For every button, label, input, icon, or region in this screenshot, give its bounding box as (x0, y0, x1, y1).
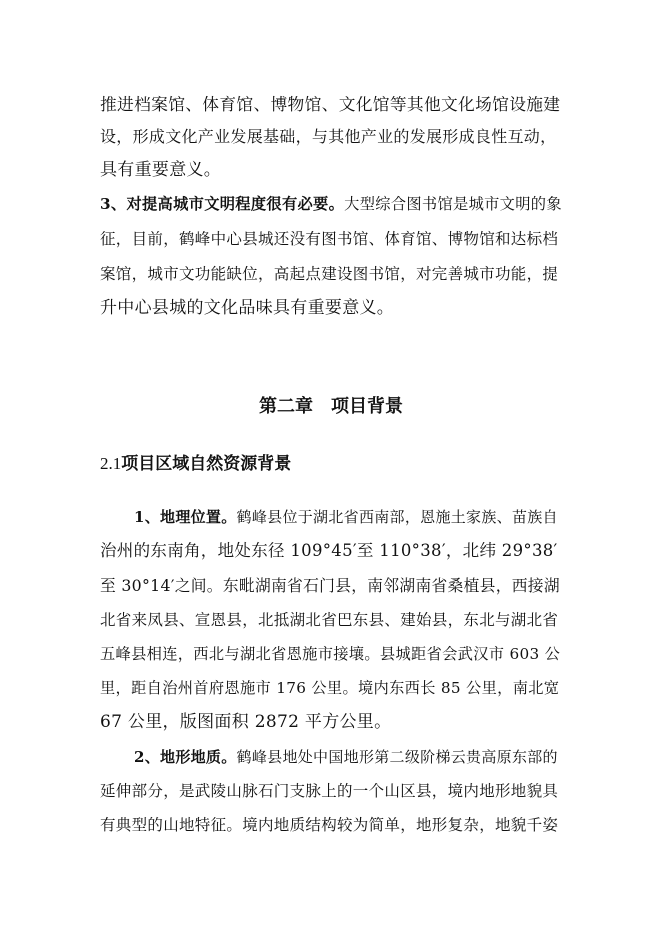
paragraph-line: 征，目前，鹤峰中心县城还没有图书馆、体育馆、博物馆和达标档 (100, 230, 559, 248)
item-heading: 2、地形地质。 (134, 748, 237, 766)
section-title: 项目区域自然资源背景 (121, 454, 292, 474)
paragraph-line: 里，距自治州首府恩施市 176 公里。境内东西长 85 公里，南北宽 (100, 679, 560, 697)
paragraph-line (100, 192, 562, 216)
paragraph-line: 延伸部分，是武陵山脉石门支脉上的一个山区县，境内地形地貌具 (100, 782, 559, 800)
paragraph-line (134, 745, 562, 769)
item-text: 鹤峰县地处中国地形第二级阶梯云贵高原东部的 (236, 748, 558, 766)
item-heading: 1、地理位置。 (134, 508, 237, 526)
section-heading (100, 452, 291, 476)
paragraph-line: 具有重要意义。 (100, 160, 222, 180)
section-number: 2.1 (100, 454, 122, 473)
paragraph-line: 北省来凤县、宣恩县，北抵湖北省巴东县、建始县，东北与湖北省 (100, 611, 559, 629)
paragraph-text: 大型综合图书馆是城市文明的象 (344, 195, 562, 213)
paragraph-line: 五峰县相连，西北与湖北省恩施市接壤。县城距省会武汉市 603 公 (100, 645, 561, 663)
paragraph-line: 至 30°14′之间。东毗湖南省石门县，南邻湖南省桑植县，西接湖 (100, 576, 560, 595)
paragraph-line: 推进档案馆、体育馆、博物馆、文化馆等其他文化场馆设施建 (100, 94, 561, 114)
paragraph-line: 设，形成文化产业发展基础，与其他产业的发展形成良性互动， (100, 127, 557, 146)
paragraph-line (134, 505, 562, 529)
chapter-title: 第二章 项目背景 (259, 396, 403, 417)
paragraph-line: 有典型的山地特征。境内地质结构较为简单，地形复杂，地貌千姿 (100, 816, 559, 834)
item-text: 鹤峰县位于湖北省西南部，恩施土家族、苗族自 (236, 508, 558, 526)
paragraph-line: 67 公里，版图面积 2872 平方公里。 (100, 712, 392, 732)
paragraph-line: 案馆，城市文功能缺位，高起点建设图书馆，对完善城市功能，提 (100, 265, 559, 283)
paragraph-heading: 3、对提高城市文明程度很有必要。 (100, 195, 345, 213)
paragraph-line: 升中心县城的文化品味具有重要意义。 (100, 298, 395, 318)
paragraph-line: 治州的东南角，地处东径 109°45′至 110°38′，北纬 29°38′ (100, 541, 558, 560)
